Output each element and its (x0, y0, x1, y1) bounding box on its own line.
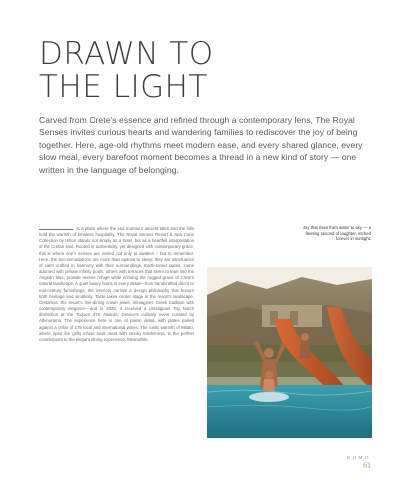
magazine-name: NUMO (346, 455, 371, 460)
waterslide-photo (207, 267, 372, 438)
article-body (39, 226, 194, 343)
photo-caption: Joy that rises from water to sky — a fleeting second of laughter, etched forever in sunlight. (302, 225, 371, 242)
article-intro: Carved from Crete's essence and refined through a contemporary lens, The Royal Senses invites curious hearts and wandering families to rediscover the joy of being together. Here, age-old rhythms meet modern ease, and every shared glance, every slow meal, every barefoot moment becomes a thread in a new kind of story — one written in the language of belonging. (39, 115, 363, 175)
article-title (39, 38, 214, 104)
title-line-1: DRAWN TO (39, 36, 214, 72)
page-number: 61 (363, 461, 371, 470)
article-body-text: is a place where the sea murmurs ancient tales and the hills hold the warmth of timeless hospitality, The Royal Senses Resort & Spa Curio Collection by Hilton stands not simply as a hotel, but as a heartfelt interpretation of the Cretan soul. Rooted in authenticity, yet designed with contemporary grace, this is where one's senses are invited not only to awaken – but to remember. Here, the accommodations are more than spaces to sleep; they are sanctuaries of calm crafted in harmony with their surroundings. Earth-toned suites, some adorned with private infinity pools, others with terraces that seem to lean into the Aegean blue, provide serene refuge while echoing the rugged grace of Crete's natural landscape. A quiet luxury hums in every detail—from handcrafted décor to mid-century furnishings, the interiors narrate a design philosophy that honors both heritage and simplicity. Taste takes center stage in the resort's landscape. Cretamos, the resort's fine-dining crown jewel, reimagines Greek tradition with contemporary elegance—and in 2025, it received a prestigious Top Notch distinction at the Toques d'Or Awards, Greece's culinary event curated by Athinorama. The experience here is one of poetic detail, with plates paired against a cellar of 175 local and international wines. The rustic warmth of Mitato, where open fire grills infuse local meat with smoky tenderness, is the perfect counterpoint to the elegant dining experience. Meanwhile, (39, 226, 194, 342)
title-line-2: THE LIGHT (39, 69, 208, 105)
drop-blank (39, 229, 73, 230)
